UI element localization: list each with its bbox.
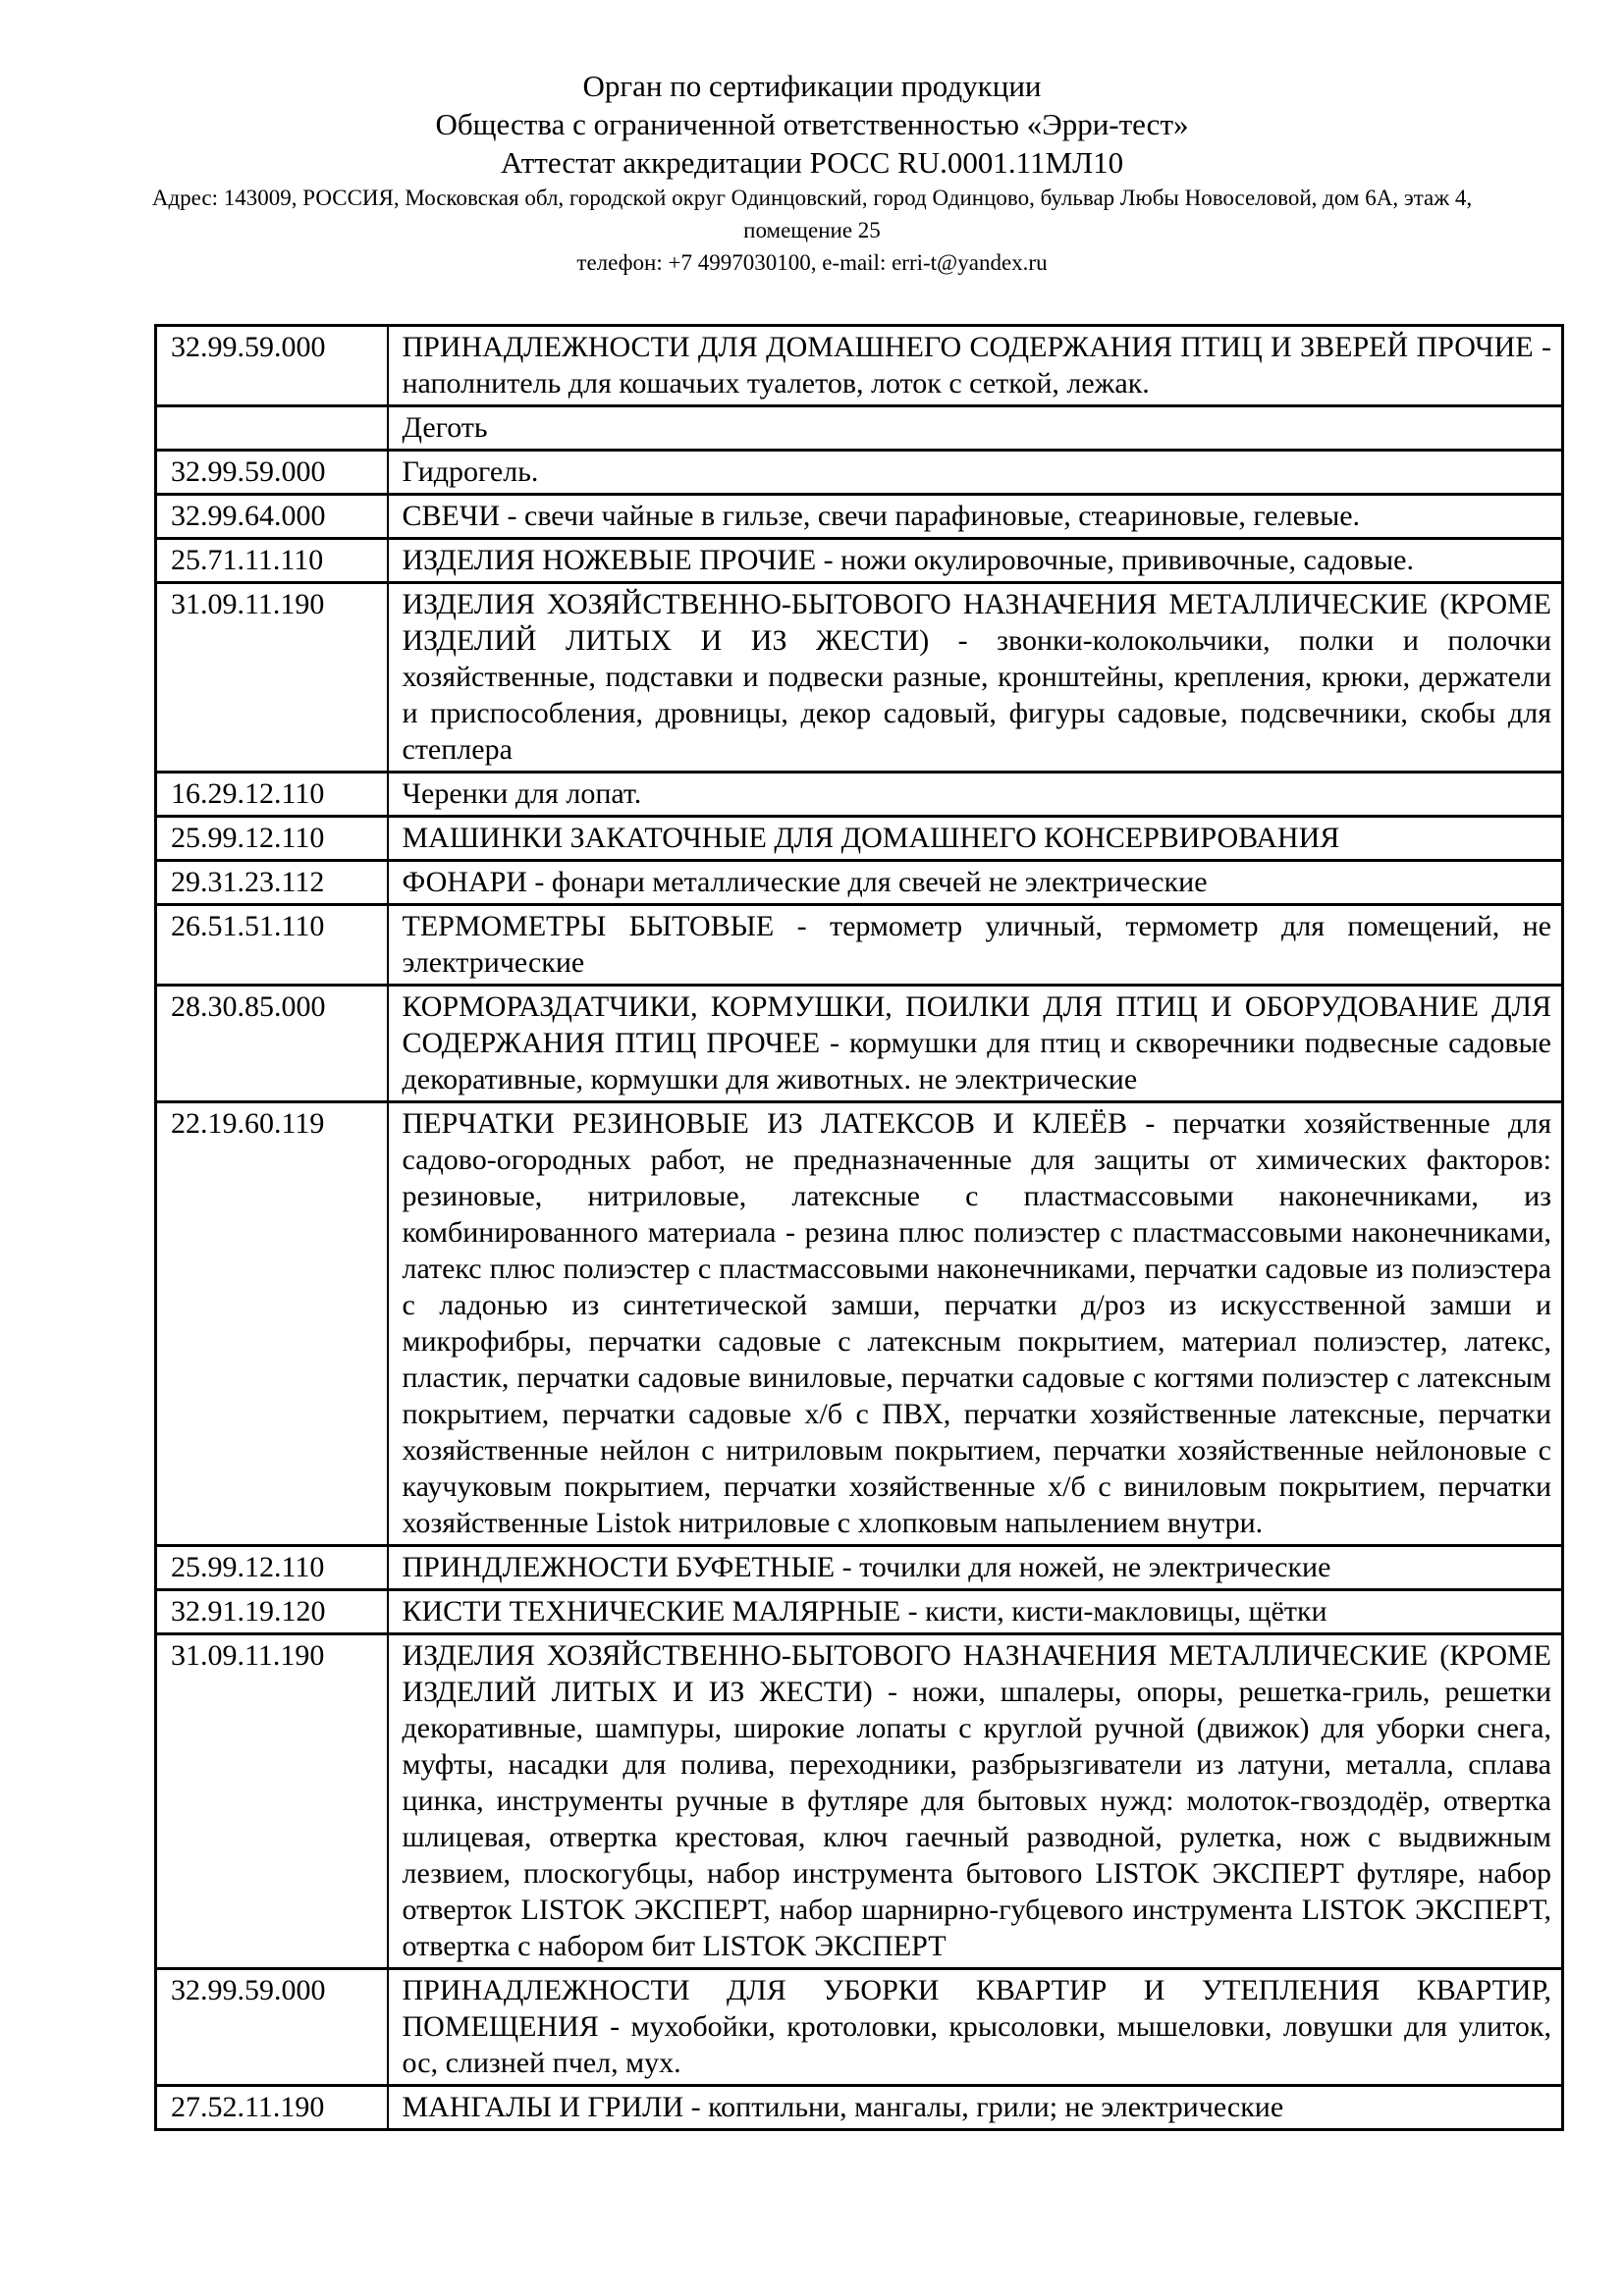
description-cell: ИЗДЕЛИЯ ХОЗЯЙСТВЕННО-БЫТОВОГО НАЗНАЧЕНИЯ МЕТАЛЛИЧЕСКИЕ (КРОМЕ ИЗДЕЛИЙ ЛИТЫХ И ИЗ ЖЕСТИ) - звонки-колокольчики, полки и полочки хозяйственные, подставки и подвески разные, кронштейны, крепления, крюки, держатели и приспособления, дровницы, декор садовый, фигуры садовые, подсвечники, скобы для степлера xyxy=(388,583,1563,773)
description-cell: ПРИНАДЛЕЖНОСТИ ДЛЯ УБОРКИ КВАРТИР И УТЕПЛЕНИЯ КВАРТИР, ПОМЕЩЕНИЯ - мухобойки, кротоловки, крысоловки, мышеловки, ловушки для улиток, ос, слизней пчел, мух. xyxy=(388,1969,1563,2086)
table-row xyxy=(156,817,1563,861)
address-line: Адрес: 143009, РОССИЯ, Московская обл, городской округ Одинцовский, город Одинцово, бульвар Любы Новоселовой, дом 6А, этаж 4, xyxy=(151,186,1473,210)
table-row xyxy=(156,1546,1563,1590)
table-row xyxy=(156,1634,1563,1969)
address-line-2: помещение 25 xyxy=(743,218,881,242)
description-cell: Деготь xyxy=(388,406,1563,451)
description-cell: ПРИНАДЛЕЖНОСТИ ДЛЯ ДОМАШНЕГО СОДЕРЖАНИЯ ПТИЦ И ЗВЕРЕЙ ПРОЧИЕ - наполнитель для кошачьих туалетов, лоток с сеткой, лежак. xyxy=(388,326,1563,406)
description-cell: Черенки для лопат. xyxy=(388,773,1563,817)
table-row xyxy=(156,539,1563,583)
org-name-line: Общества с ограниченной ответственностью «Эрри-тест» xyxy=(435,107,1189,141)
code-cell: 31.09.11.190 xyxy=(156,583,388,773)
code-cell: 29.31.23.112 xyxy=(156,861,388,905)
description-cell: КОРМОРАЗДАТЧИКИ, КОРМУШКИ, ПОИЛКИ ДЛЯ ПТИЦ И ОБОРУДОВАНИЕ ДЛЯ СОДЕРЖАНИЯ ПТИЦ ПРОЧЕЕ - кормушки для птиц и скворечники подвесные садовые декоративные, кормушки для животных. не электрические xyxy=(388,986,1563,1102)
products-table xyxy=(154,324,1564,2131)
table-row xyxy=(156,1590,1563,1634)
code-cell: 32.99.64.000 xyxy=(156,495,388,539)
table-row xyxy=(156,905,1563,986)
code-cell: 27.52.11.190 xyxy=(156,2086,388,2130)
table-row xyxy=(156,495,1563,539)
table-row xyxy=(156,451,1563,495)
table-row xyxy=(156,326,1563,406)
org-title-line: Орган по сертификации продукции xyxy=(582,69,1042,103)
code-cell: 22.19.60.119 xyxy=(156,1102,388,1546)
description-cell: ИЗДЕЛИЯ НОЖЕВЫЕ ПРОЧИЕ - ножи окулировочные, прививочные, садовые. xyxy=(388,539,1563,583)
code-cell: 32.99.59.000 xyxy=(156,326,388,406)
description-cell: ИЗДЕЛИЯ ХОЗЯЙСТВЕННО-БЫТОВОГО НАЗНАЧЕНИЯ МЕТАЛЛИЧЕСКИЕ (КРОМЕ ИЗДЕЛИЙ ЛИТЫХ И ИЗ ЖЕСТИ) - ножи, шпалеры, опоры, решетка-гриль, решетки декоративные, шампуры, широкие лопаты с круглой ручной (движок) для уборки снега, муфты, насадки для полива, переходники, разбрызгиватели из латуни, металла, сплава цинка, инструменты ручные в футляре для бытовых нужд: молоток-гвоздодёр, отвертка шлицевая, отвертка крестовая, ключ гаечный разводной, рулетка, нож с выдвижным лезвием, плоскогубцы, набор инструмента бытового LISTOK ЭКСПЕРТ футляре, набор отверток LISTOK ЭКСПЕРТ, набор шарнирно-губцевого инструмента LISTOK ЭКСПЕРТ, отвертка с набором бит LISTOK ЭКСПЕРТ xyxy=(388,1634,1563,1969)
table-row xyxy=(156,773,1563,817)
code-cell: 32.99.59.000 xyxy=(156,451,388,495)
description-cell: ФОНАРИ - фонари металлические для свечей не электрические xyxy=(388,861,1563,905)
code-cell: 28.30.85.000 xyxy=(156,986,388,1102)
table-row xyxy=(156,861,1563,905)
table-row xyxy=(156,986,1563,1102)
code-cell: 25.71.11.110 xyxy=(156,539,388,583)
description-cell: Гидрогель. xyxy=(388,451,1563,495)
code-cell: 26.51.51.110 xyxy=(156,905,388,986)
table-row xyxy=(156,1969,1563,2086)
code-cell: 32.91.19.120 xyxy=(156,1590,388,1634)
description-cell: МАШИНКИ ЗАКАТОЧНЫЕ ДЛЯ ДОМАШНЕГО КОНСЕРВИРОВАНИЯ xyxy=(388,817,1563,861)
accreditation-line: Аттестат аккредитации РОСС RU.0001.11МЛ10 xyxy=(500,145,1124,180)
contact-line: телефон: +7 4997030100, e-mail: erri-t@yandex.ru xyxy=(576,250,1048,275)
code-cell: 31.09.11.190 xyxy=(156,1634,388,1969)
description-cell: СВЕЧИ - свечи чайные в гильзе, свечи парафиновые, стеариновые, гелевые. xyxy=(388,495,1563,539)
code-cell: 25.99.12.110 xyxy=(156,817,388,861)
table-row xyxy=(156,2086,1563,2130)
description-cell: ТЕРМОМЕТРЫ БЫТОВЫЕ - термометр уличный, термометр для помещений, не электрические xyxy=(388,905,1563,986)
code-cell: 25.99.12.110 xyxy=(156,1546,388,1590)
code-cell xyxy=(156,406,388,451)
description-cell: ПРИНДЛЕЖНОСТИ БУФЕТНЫЕ - точилки для ножей, не электрические xyxy=(388,1546,1563,1590)
document-header xyxy=(0,0,1624,279)
table-row xyxy=(156,406,1563,451)
code-cell: 32.99.59.000 xyxy=(156,1969,388,2086)
products-table-body xyxy=(156,326,1563,2130)
table-row xyxy=(156,583,1563,773)
table-row xyxy=(156,1102,1563,1546)
description-cell: МАНГАЛЫ И ГРИЛИ - коптильни, мангалы, грили; не электрические xyxy=(388,2086,1563,2130)
code-cell: 16.29.12.110 xyxy=(156,773,388,817)
description-cell: ПЕРЧАТКИ РЕЗИНОВЫЕ ИЗ ЛАТЕКСОВ И КЛЕЁВ - перчатки хозяйственные для садово-огородных работ, не предназначенные для защиты от химических факторов: резиновые, нитриловые, латексные с пластмассовыми наконечниками, из комбинированного материала - резина плюс полиэстер с пластмассовыми наконечниками, латекс плюс полиэстер с пластмассовыми наконечниками, перчатки садовые из полиэстера с ладонью из синтетической замши, перчатки д/роз из искусственной замши и микрофибры, перчатки садовые с латексным покрытием, материал полиэстер, латекс, пластик, перчатки садовые виниловые, перчатки садовые с когтями полиэстер с латексным покрытием, перчатки садовые х/б с ПВХ, перчатки хозяйственные латексные, перчатки хозяйственные нейлон с нитриловым покрытием, перчатки хозяйственные нейлоновые с каучуковым покрытием, перчатки хозяйственные х/б с виниловым покрытием, перчатки хозяйственные Listok нитриловые с хлопковым напылением внутри. xyxy=(388,1102,1563,1546)
description-cell: КИСТИ ТЕХНИЧЕСКИЕ МАЛЯРНЫЕ - кисти, кисти-макловицы, щётки xyxy=(388,1590,1563,1634)
